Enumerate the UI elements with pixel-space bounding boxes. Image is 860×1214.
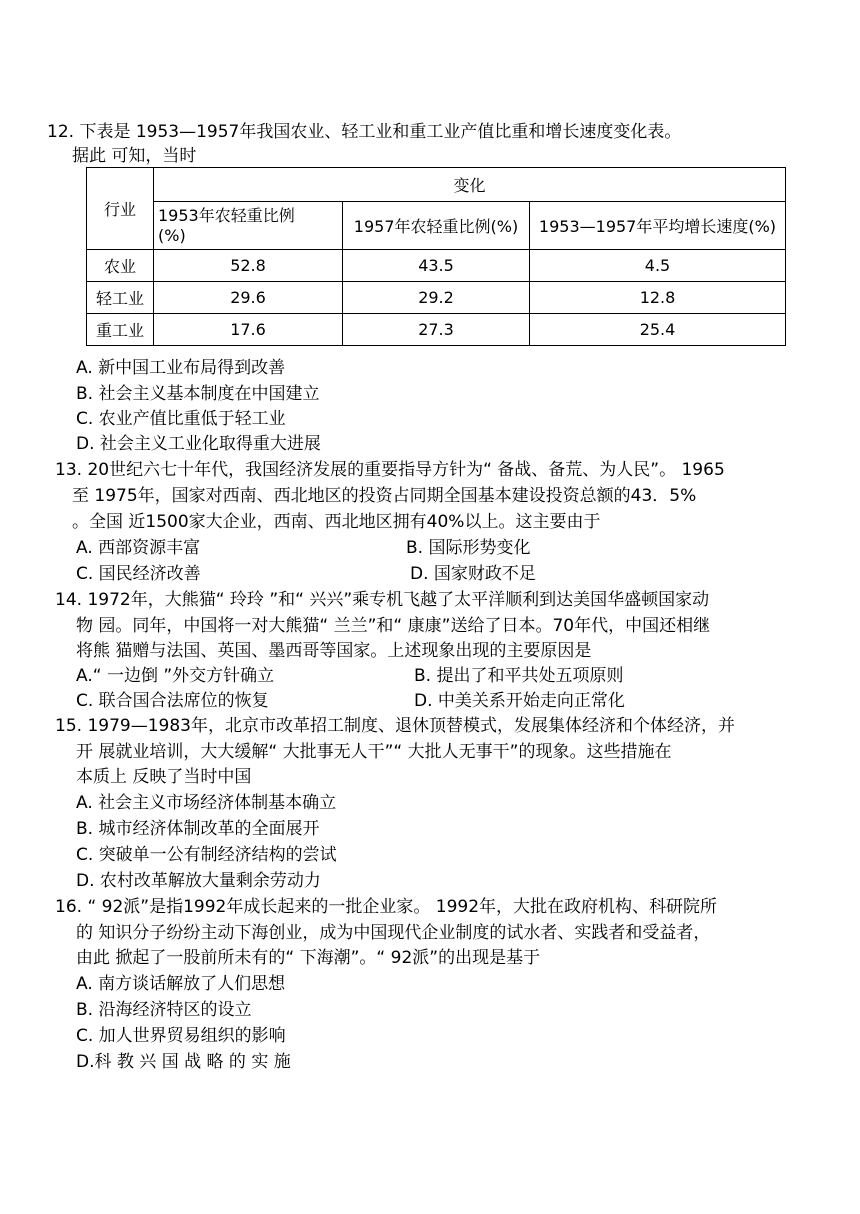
table-cell: 4.5: [530, 250, 786, 282]
q15-option-c: C. 突破单一公有制经济结构的尝试: [76, 845, 337, 865]
q12-option-a: A. 新中国工业布局得到改善: [76, 358, 286, 378]
table-row: [87, 282, 786, 314]
row-label-heavy-industry: 重工业: [87, 314, 154, 346]
q12-data-table: [86, 167, 786, 346]
q16-option-a: A. 南方谈话解放了人们思想: [76, 974, 286, 994]
q14-stem-line-3: 将熊 猫赠与法国、英国、墨西哥等国家。上述现象出现的主要原因是: [76, 641, 592, 661]
table-header-industry: 行业: [87, 168, 154, 250]
q13-option-a: A. 西部资源丰富: [76, 538, 201, 558]
table-cell: 27.3: [343, 314, 530, 346]
q16-option-d: D.科 教 兴 国 战 略 的 实 施: [76, 1052, 291, 1072]
q14-option-d: D. 中美关系开始走向正常化: [414, 691, 625, 711]
q12-option-b: B. 社会主义基本制度在中国建立: [76, 384, 320, 404]
table-header-1953-ratio-line-1: 1953年农轻重比例: [158, 205, 295, 225]
table-cell: 43.5: [343, 250, 530, 282]
table-header-growth-rate: 1953—1957年平均增长速度(%): [530, 202, 786, 250]
table-row: [87, 250, 786, 282]
q12-option-d: D. 社会主义工业化取得重大进展: [76, 434, 321, 454]
q13-stem-line-3: 。全国 近1500家大企业，西南、西北地区拥有40%以上。这主要由于: [72, 512, 601, 532]
q13-stem-line-2: 至 1975年，国家对西南、西北地区的投资占同期全国基本建设投资总额的43．5%: [72, 486, 697, 506]
q16-stem-line-2: 的 知识分子纷纷主动下海创业，成为中国现代企业制度的试水者、实践者和受益者，: [76, 923, 711, 943]
q13-option-c: C. 国民经济改善: [76, 564, 201, 584]
q15-stem-line-1: 15. 1979—1983年，北京市改革招工制度、退休顶替模式，发展集体经济和个体经济，并: [55, 716, 735, 736]
table-cell: 29.2: [343, 282, 530, 314]
q16-stem-line-1: 16. “ 92派”是指1992年成长起来的一批企业家。 1992年，大批在政府机构、科研院所: [55, 897, 718, 917]
q15-option-a: A. 社会主义市场经济体制基本确立: [76, 793, 337, 813]
q16-stem-line-3: 由此 掀起了一股前所未有的“ 下海潮”。“ 92派”的出现是基于: [76, 948, 541, 968]
q14-option-a: A.“ 一边倒 ”外交方针确立: [76, 666, 275, 686]
q14-stem-line-1: 14. 1972年，大熊猫“ 玲玲 ”和“ 兴兴”乘专机飞越了太平洋顺利到达美国华盛顿国家动: [55, 590, 710, 610]
q15-option-b: B. 城市经济体制改革的全面展开: [76, 819, 320, 839]
table-cell: 29.6: [154, 282, 343, 314]
q16-option-b: B. 沿海经济特区的设立: [76, 1000, 252, 1020]
q13-option-d: D. 国家财政不足: [410, 564, 536, 584]
table-cell: 52.8: [154, 250, 343, 282]
q12-stem-line-2: 据此 可知，当时: [72, 146, 197, 166]
q15-stem-line-2: 开 展就业培训，大大缓解“ 大批事无人干”“ 大批人无事干”的现象。这些措施在: [76, 742, 672, 762]
q14-option-c: C. 联合国合法席位的恢复: [76, 691, 269, 711]
table-header-1957-ratio: 1957年农轻重比例(%): [343, 202, 530, 250]
q13-stem-line-1: 13. 20世纪六七十年代，我国经济发展的重要指导方针为“ 备战、备荒、为人民”。 1965: [55, 460, 725, 480]
q14-stem-line-2: 物 园。同年，中国将一对大熊猫“ 兰兰”和“ 康康”送给了日本。70年代，中国还相继: [76, 616, 711, 636]
table-row: [87, 314, 786, 346]
table-cell: 25.4: [530, 314, 786, 346]
table-header-1953-ratio: [154, 202, 343, 250]
q12-stem-line-1: 12. 下表是 1953—1957年我国农业、轻工业和重工业产值比重和增长速度变化表。: [47, 122, 682, 142]
table-header-1953-ratio-line-2: (%): [158, 225, 186, 245]
q15-option-d: D. 农村改革解放大量剩余劳动力: [76, 871, 321, 891]
q15-stem-line-3: 本质上 反映了当时中国: [76, 767, 252, 787]
q16-option-c: C. 加人世界贸易组织的影响: [76, 1026, 286, 1046]
row-label-agriculture: 农业: [87, 250, 154, 282]
q14-option-b: B. 提出了和平共处五项原则: [414, 666, 624, 686]
table-cell: 12.8: [530, 282, 786, 314]
row-label-light-industry: 轻工业: [87, 282, 154, 314]
table-header-change: 变化: [154, 168, 786, 202]
q12-option-c: C. 农业产值比重低于轻工业: [76, 409, 286, 429]
table-cell: 17.6: [154, 314, 343, 346]
q13-option-b: B. 国际形势变化: [406, 538, 531, 558]
